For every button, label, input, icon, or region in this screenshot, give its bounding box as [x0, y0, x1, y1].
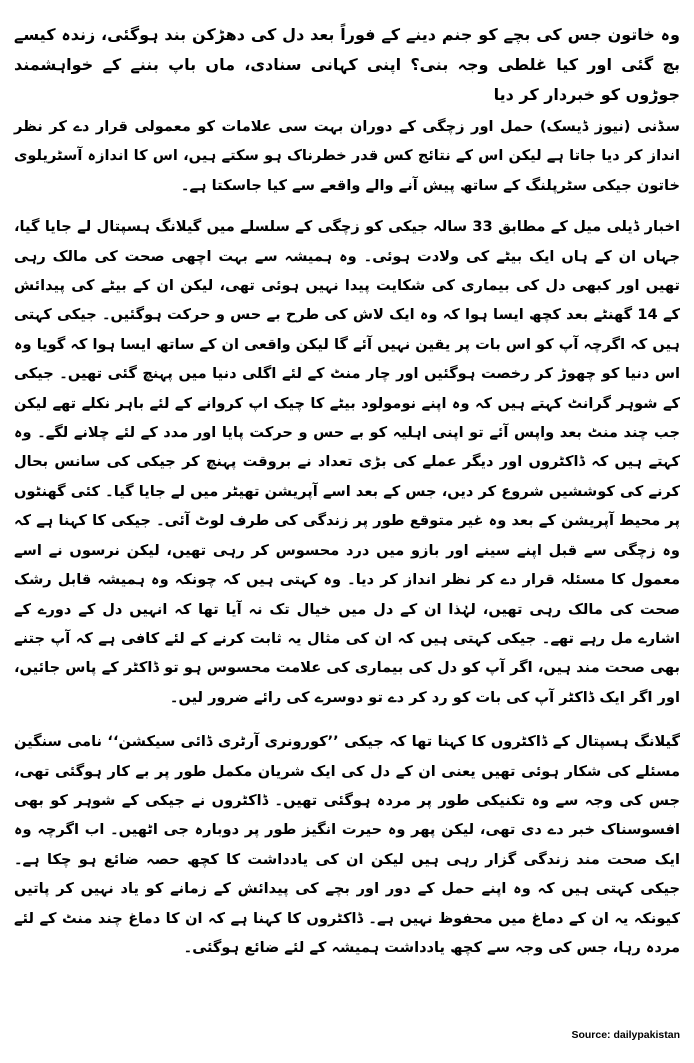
source-credit: Source: dailypakistan — [571, 1029, 680, 1041]
article-paragraph-conclusion: گیلانگ ہسپتال کے ڈاکٹروں کا کہنا تھا کہ جیکی ’’کورونری آرٹری ڈائی سیکشن‘‘ نامی سنگین مسئلے کی شکار ہوئی تھیں یعنی ان کے دل کی ایک شریان مکمل طور پر بے کار ہوگئی تھی، جس کی وجہ سے وہ تکنیکی طور پر مردہ ہوگئی تھیں۔ ڈاکٹروں نے جیکی کے شوہر کو بھی افسوسناک خبر دے دی تھی، لیکن پھر وہ حیرت انگیز طور پر دوبارہ جی اٹھیں۔ اب اگرچہ وہ ایک صحت مند زندگی گزار رہی ہیں لیکن ان کی یادداشت کا کچھ حصہ ضائع ہو چکا ہے۔ جیکی کہتی ہیں کہ وہ اپنے حمل کے دور اور بچے کی پیدائش کے زمانے کو یاد نہیں کر پاتیں کیونکہ یہ ان کے دماغ میں محفوظ نہیں ہے۔ ڈاکٹروں کا کہنا ہے کہ ان کا دماغ چند منٹ کے لئے مردہ رہا، جس کی وجہ سے کچھ یادداشت ہمیشہ کے لئے ضائع ہوگئی۔ — [14, 733, 680, 956]
article-paragraph-intro: سڈنی (نیوز ڈیسک) حمل اور زچگی کے دوران بہت سی علامات کو معمولی قرار دے کر نظر انداز کر دیا جاتا ہے لیکن اس کے نتائج کس قدر خطرناک ہو سکتے ہیں، اس کا اندازہ آسٹریلوی خاتون جیکی سٹرپلنگ کے ساتھ پیش آنے والے واقعے سے کیا جاسکتا ہے۔ — [14, 118, 680, 194]
article-paragraph-body: اخبار ڈیلی میل کے مطابق 33 سالہ جیکی کو زچگی کے سلسلے میں گیلانگ ہسپتال لے جایا گیا، جہاں ان کے ہاں ایک بیٹے کی ولادت ہوئی۔ وہ ہمیشہ سے بہت اچھی صحت کی مالک رہی تھیں اور کبھی دل کی بیماری کی شکایت پیدا نہیں ہوئی تھی، لیکن ان کے بیٹے کی پیدائش کے 14 گھنٹے بعد کچھ ایسا ہوا کہ وہ ایک لاش کی طرح بے حس و حرکت ہوگئیں۔ جیکی کہتی ہیں کہ اگرچہ آپ کو اس بات پر یقین نہیں آئے گا لیکن واقعی ان کے ساتھ ایسا ہوا کہ گویا وہ اس دنیا کو چھوڑ کر رخصت ہوگئیں اور چار منٹ کے لئے اگلی دنیا میں پہنچ گئی تھیں۔ جیکی کے شوہر گرانٹ کہتے ہیں کہ وہ اپنے نومولود بیٹے کا چیک اپ کروانے کے لئے باہر نکلے تھے لیکن جب چند منٹ بعد واپس آئے تو اپنی اہلیہ کو بے حس و حرکت پایا اور مدد کے لئے چلانے لگے۔ وہ کہتے ہیں کہ ڈاکٹروں اور دیگر عملے کی بڑی تعداد نے بروقت پہنچ کر جیکی کی سانس بحال کرنے کی کوششیں شروع کر دیں، جس کے بعد اسے آپریشن تھیٹر میں لے جایا گیا۔ کئی گھنٹوں پر محیط آپریشن کے بعد وہ غیر متوقع طور پر زندگی کی طرف لوٹ آئی۔ جیکی کا کہنا ہے کہ وہ زچگی سے قبل اپنے سینے اور بازو میں درد محسوس کر رہی تھیں، لیکن نرسوں نے اسے معمول کا مسئلہ قرار دے کر نظر انداز کر دیا۔ وہ کہتی ہیں کہ چونکہ وہ ہمیشہ قابل رشک صحت کی مالک رہی تھیں، لہٰذا ان کے دل میں خیال تک نہ آیا تھا کہ انہیں دل کے دورے کے اشارے مل رہے تھے۔ جیکی کہتی ہیں کہ ان کی مثال یہ ثابت کرنے کے لئے کافی ہے کہ آپ جتنے بھی صحت مند ہیں، اگر آپ کو دل کی بیماری کی علامت محسوس ہو تو ڈاکٹر کے پاس جائیں، اور اگر ایک ڈاکٹر آپ کی بات کو رد کر دے تو دوسرے کی رائے ضرور لیں۔ — [14, 218, 680, 706]
article-headline: وہ خاتون جس کی بچے کو جنم دینے کے فوراً بعد دل کی دھڑکن بند ہوگئی، زندہ کیسے بچ گئی اور کیا غلطی وجہ بنی؟ اپنی کہانی سنادی، ماں باپ بننے کے خواہشمند جوڑوں کو خبردار کر دیا — [14, 25, 680, 104]
